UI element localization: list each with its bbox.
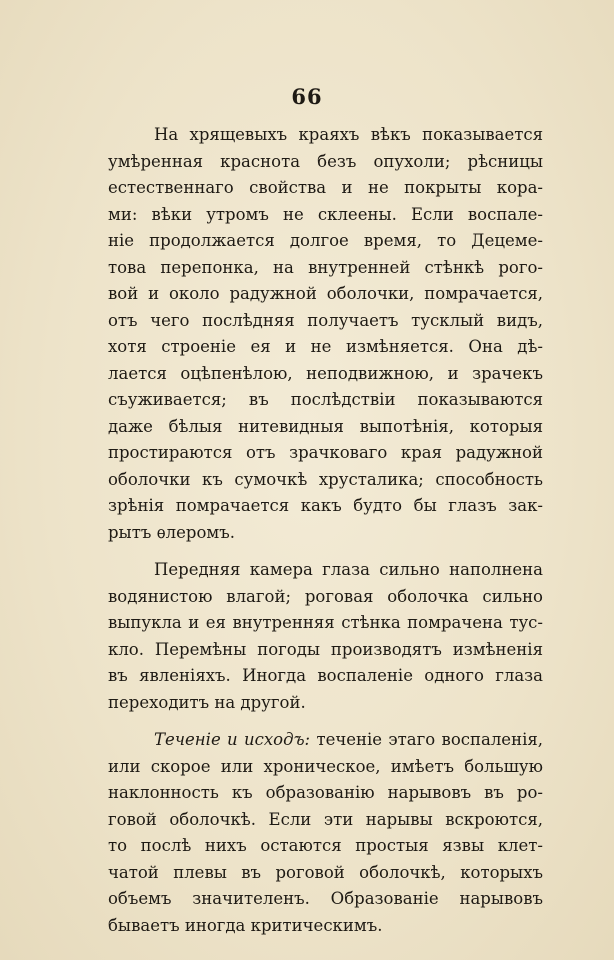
paragraph-3 — [108, 727, 543, 939]
text-line — [108, 727, 543, 754]
text-column — [108, 122, 543, 939]
text-line: водянистою влагой; роговая оболочка сильно — [108, 586, 543, 606]
paragraph-2 — [108, 557, 543, 716]
text-line: то послѣ нихъ остаются простыя язвы клет- — [108, 836, 543, 855]
text-line: говой оболочкѣ. Если эти нарывы вскроются, — [108, 809, 543, 829]
text-line: въ явленіяхъ. Иногда воспаленіе одного глаза — [108, 666, 543, 685]
text-line-rest: теченіе этаго воспаленія, — [316, 730, 543, 749]
text-line: умѣренная краснота безъ опухоли; рѣсницы — [108, 151, 543, 171]
text-line: переходитъ на другой. — [108, 692, 306, 712]
text-line: ми: вѣки утромъ не склеены. Если воспале- — [108, 204, 543, 224]
text-line: хотя строеніе ея и не измѣняется. Она дѣ- — [108, 337, 543, 356]
text-line: бываетъ иногда критическимъ. — [108, 915, 383, 935]
text-line: простираются отъ зрачковаго края радужной — [108, 443, 543, 462]
text-line: наклонность къ образованію нарывовъ въ ро- — [108, 783, 543, 802]
section-lead-italic: Теченіе и исходъ: — [154, 730, 311, 749]
text-line: Передняя камера глаза сильно наполнена — [154, 560, 543, 579]
text-line: съуживается; въ послѣдствіи показываются — [108, 390, 543, 409]
text-line: лается оцѣпенѣлою, неподвижною, и зрачекъ — [108, 363, 543, 383]
text-line: На хрящевыхъ краяхъ вѣкъ показывается — [154, 125, 543, 144]
text-line: отъ чего послѣдняя получаетъ тусклый видъ, — [108, 310, 543, 330]
paragraph-gap — [108, 716, 543, 727]
text-line: рытъ ѳлеромъ. — [108, 522, 235, 542]
text-line: даже бѣлыя нитевидныя выпотѣнія, которыя — [108, 416, 543, 436]
text-line: объемъ значителенъ. Образованіе нарывовъ — [108, 889, 543, 908]
text-line: зрѣнія помрачается какъ будто бы глазъ зак- — [108, 496, 543, 515]
text-line: вой и около радужной оболочки, помрачается, — [108, 284, 543, 303]
text-line: оболочки къ сумочкѣ хрусталика; способность — [108, 469, 543, 489]
page-number: 66 — [291, 84, 323, 109]
paragraph-gap — [108, 546, 543, 557]
text-line: выпукла и ея внутренняя стѣнка помрачена тус- — [108, 613, 543, 632]
text-line: или скорое или хроническое, имѣетъ большую — [108, 756, 543, 776]
text-line: чатой плевы въ роговой оболочкѣ, которыхъ — [108, 862, 543, 882]
text-line: естественнаго свойства и не покрыты кора- — [108, 178, 543, 197]
text-line: ніе продолжается долгое время, то Децеме- — [108, 231, 543, 250]
text-line: кло. Перемѣны погоды производятъ измѣненія — [108, 639, 543, 659]
text-line: това перепонка, на внутренней стѣнкѣ рого- — [108, 257, 543, 277]
paragraph-1 — [108, 122, 543, 546]
